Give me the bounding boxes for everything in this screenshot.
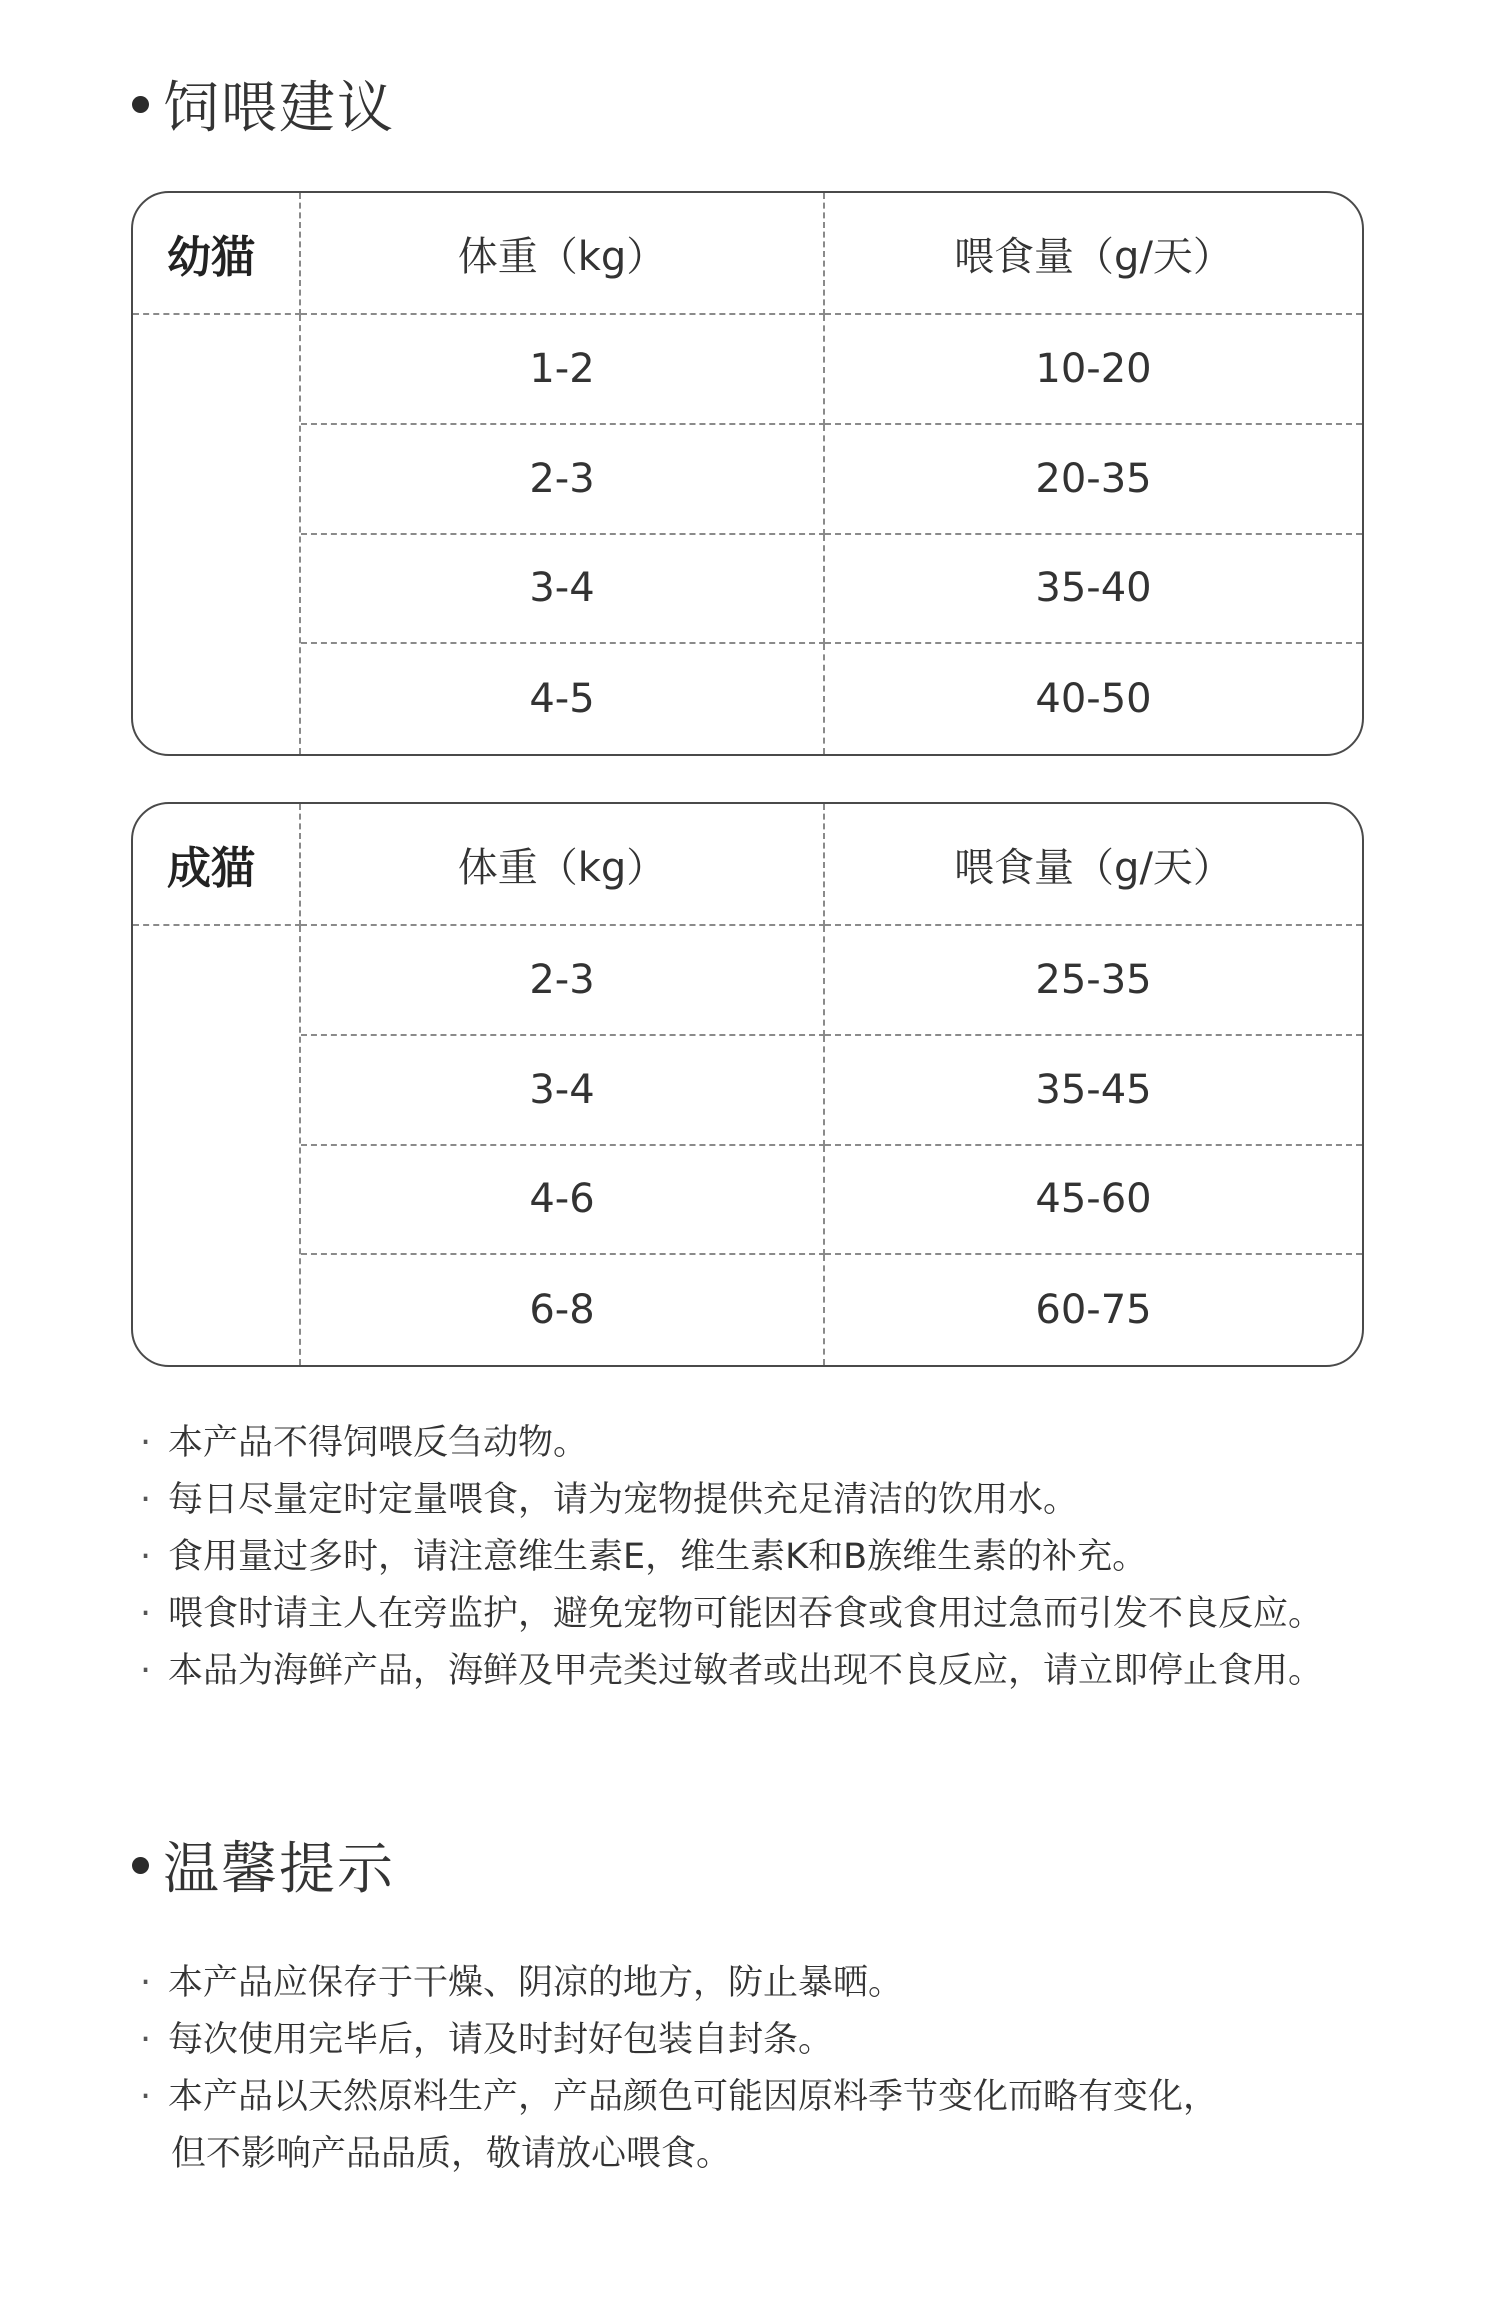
tips-list — [140, 1955, 1218, 2183]
list-item — [140, 1586, 1323, 1643]
amount-header: 喂食量（g/天） — [825, 193, 1362, 315]
table-cell-amount: 60-75 — [1035, 1287, 1152, 1334]
table-cell-amount: 35-45 — [825, 1036, 1362, 1146]
list-item — [140, 1415, 1323, 1472]
note-text: 每日尽量定时定量喂食，请为宠物提供充足清洁的饮用水。 — [168, 1480, 1079, 1520]
kitten-feeding-table — [131, 191, 1364, 756]
warm-tips-title: 温馨提示 — [163, 1837, 395, 1902]
feeding-advice-heading — [132, 64, 395, 144]
table-cell-weight: 4-6 — [301, 1146, 825, 1256]
adult-label: 成猫 — [133, 804, 301, 926]
bullet-icon: · — [140, 1594, 152, 1634]
list-item-continuation — [140, 2126, 1218, 2183]
list-item — [140, 2069, 1218, 2126]
note-text: 喂食时请主人在旁监护，避免宠物可能因吞食或食用过急而引发不良反应。 — [168, 1594, 1324, 1634]
table-cell-amount: 10-20 — [825, 315, 1362, 425]
table-cell-amount: 25-35 — [825, 926, 1362, 1036]
table-cell-amount: 40-50 — [1035, 676, 1152, 723]
table-cell-weight: 2-3 — [301, 926, 825, 1036]
table-cell-weight: 1-2 — [301, 315, 825, 425]
list-item — [140, 1955, 1218, 2012]
table-cell-weight: 4-5 — [301, 644, 825, 754]
tip-text: 每次使用完毕后，请及时封好包装自封条。 — [168, 2020, 834, 2060]
bullet-icon: · — [140, 1537, 152, 1577]
kitten-label: 幼猫 — [133, 193, 301, 315]
amount-header: 喂食量（g/天） — [825, 804, 1362, 926]
tip-text: 但不影响产品品质，敬请放心喂食。 — [171, 2134, 732, 2174]
bullet-icon: · — [140, 2077, 152, 2117]
tip-text: 本产品以天然原料生产，产品颜色可能因原料季节变化而略有变化， — [168, 2077, 1219, 2117]
tip-text: 本产品应保存于干燥、阴凉的地方，防止暴晒。 — [168, 1963, 904, 2003]
table-cell-amount: 20-35 — [825, 425, 1362, 535]
list-item — [140, 1643, 1323, 1700]
note-text: 食用量过多时，请注意维生素E，维生素K和B族维生素的补充。 — [168, 1537, 1148, 1577]
list-item — [140, 2012, 1218, 2069]
feeding-advice-title: 饲喂建议 — [163, 76, 395, 141]
bullet-icon: · — [140, 1651, 152, 1691]
adult-feeding-table — [131, 802, 1364, 1367]
table-cell-weight: 6-8 — [301, 1255, 825, 1365]
label-column-spacer — [133, 926, 301, 1365]
bullet-dot-icon — [132, 1857, 149, 1874]
table-cell-weight: 2-3 — [301, 425, 825, 535]
note-text: 本品为海鲜产品，海鲜及甲壳类过敏者或出现不良反应，请立即停止食用。 — [168, 1651, 1324, 1691]
table-cell-amount: 35-40 — [825, 535, 1362, 645]
bullet-icon: · — [140, 1963, 152, 2003]
table-cell-weight: 3-4 — [301, 1036, 825, 1146]
bullet-dot-icon — [132, 96, 149, 113]
weight-header: 体重（kg） — [301, 804, 825, 926]
bullet-icon: · — [140, 1480, 152, 1520]
bullet-icon: · — [140, 1423, 152, 1463]
bullet-icon: · — [140, 2020, 152, 2060]
note-text: 本产品不得饲喂反刍动物。 — [168, 1423, 589, 1463]
list-item — [140, 1529, 1323, 1586]
table-cell-amount: 45-60 — [825, 1146, 1362, 1256]
table-cell-weight: 3-4 — [301, 535, 825, 645]
warm-tips-heading — [132, 1825, 395, 1905]
list-item — [140, 1472, 1323, 1529]
weight-header: 体重（kg） — [301, 193, 825, 315]
feeding-notes-list — [140, 1415, 1323, 1700]
label-column-spacer — [133, 315, 301, 754]
